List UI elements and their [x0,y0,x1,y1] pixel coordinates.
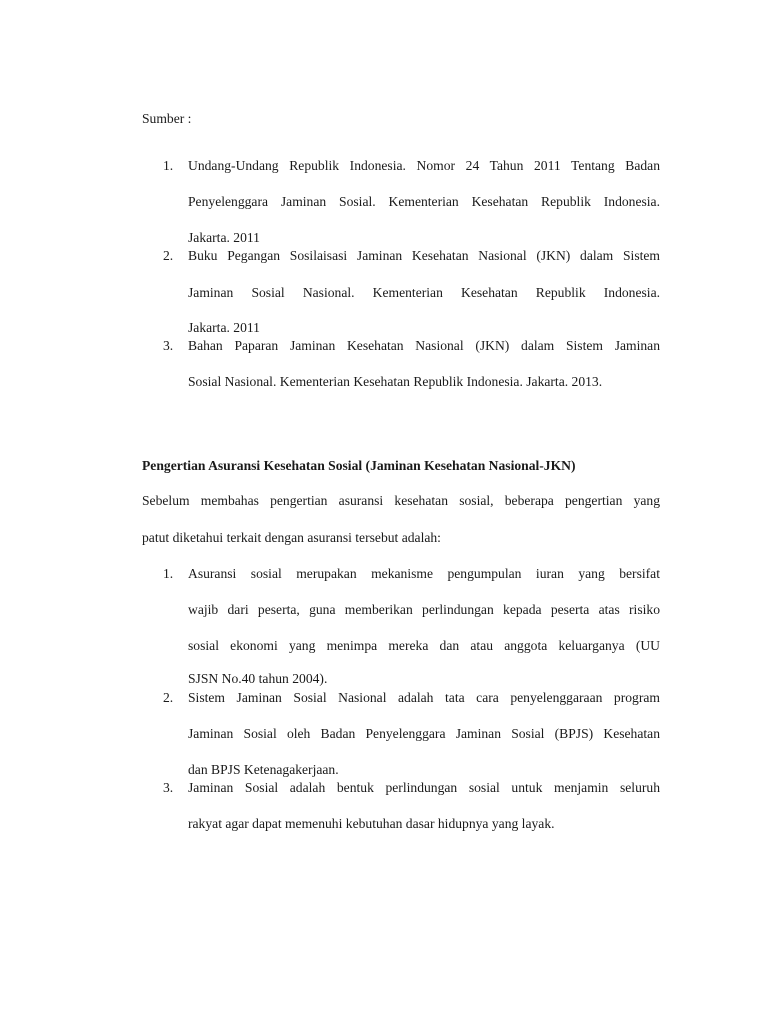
definition-line: dan BPJS Ketenagakerjaan. [188,762,339,777]
sumber-label: Sumber : [142,111,192,126]
source-line: Penyelenggara Jaminan Sosial. Kementerian Kesehatan Republik Indonesia. [188,194,660,209]
definition-line: Asuransi sosial merupakan mekanisme pengumpulan iuran yang bersifat [188,566,660,581]
definition-line: rakyat agar dapat memenuhi kebutuhan dasar hidupnya yang layak. [188,816,555,831]
definition-line: Sistem Jaminan Sosial Nasional adalah tata cara penyelenggaraan program [188,690,660,705]
intro-line: Sebelum membahas pengertian asuransi kesehatan sosial, beberapa pengertian yang [142,493,660,508]
list-number: 1. [163,566,174,581]
intro-line: patut diketahui terkait dengan asuransi tersebut adalah: [142,530,441,545]
definition-line: Jaminan Sosial adalah bentuk perlindungan sosial untuk menjamin seluruh [188,780,660,795]
source-line: Sosial Nasional. Kementerian Kesehatan Republik Indonesia. Jakarta. 2013. [188,374,603,389]
source-line: Bahan Paparan Jaminan Kesehatan Nasional (JKN) dalam Sistem Jaminan [188,338,660,353]
list-number: 3. [163,338,174,353]
source-line: Jakarta. 2011 [188,230,260,245]
definition-line: sosial ekonomi yang menimpa mereka dan atau anggota keluarganya (UU [188,638,660,653]
list-number: 1. [163,158,174,173]
source-line: Buku Pegangan Sosilaisasi Jaminan Kesehatan Nasional (JKN) dalam Sistem [188,248,660,263]
list-number: 2. [163,248,174,263]
section-heading: Pengertian Asuransi Kesehatan Sosial (Jaminan Kesehatan Nasional-JKN) [142,458,576,473]
definition-line: Jaminan Sosial oleh Badan Penyelenggara Jaminan Sosial (BPJS) Kesehatan [188,726,660,741]
source-line: Jaminan Sosial Nasional. Kementerian Kesehatan Republik Indonesia. [188,285,660,300]
list-number: 3. [163,780,174,795]
definition-line: SJSN No.40 tahun 2004). [188,671,328,686]
definition-line: wajib dari peserta, guna memberikan perlindungan kepada peserta atas risiko [188,602,660,617]
source-line: Jakarta. 2011 [188,320,260,335]
source-line: Undang-Undang Republik Indonesia. Nomor 24 Tahun 2011 Tentang Badan [188,158,660,173]
list-number: 2. [163,690,174,705]
